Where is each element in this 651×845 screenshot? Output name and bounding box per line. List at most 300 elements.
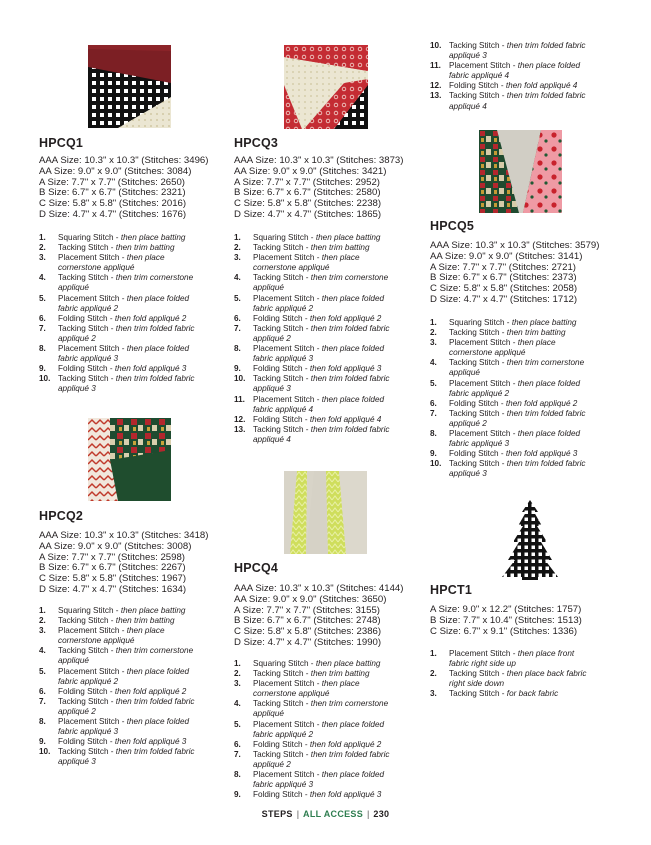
step-instruction: then place batting bbox=[120, 606, 186, 615]
step-item bbox=[430, 429, 586, 449]
step-stitch: Placement Stitch - bbox=[449, 61, 518, 71]
step-number: 8. bbox=[430, 429, 437, 439]
hpcq4-sizes: AAA Size: 10.3" x 10.3" (Stitches: 4144) AA Size: 9.0" x 9.0" (Stitches: 3650) A Size: 7.7" x 7.7" (Stitches: 3155) B Size: 6.7" x 6.7" (Stitches: 2748) C Size: 5.8" x 5.8" (Stitches: 2386) D Size: 4.7" x 4.7" (Stitches: 1990) bbox=[234, 583, 404, 648]
step-number: 7. bbox=[234, 749, 241, 759]
step-stitch: Folding Stitch - bbox=[253, 739, 310, 749]
step-stitch: Placement Stitch - bbox=[58, 717, 127, 727]
step-item bbox=[430, 399, 586, 409]
step-instruction-cont: fabric appliqué 3 bbox=[253, 354, 314, 364]
step-item bbox=[39, 374, 195, 394]
step-instruction-cont: appliqué 2 bbox=[253, 759, 291, 769]
step-number: 10. bbox=[234, 374, 246, 384]
step-instruction: then place bbox=[517, 338, 556, 348]
step-instruction-cont: fabric appliqué 2 bbox=[253, 303, 314, 313]
step-number: 5. bbox=[234, 293, 241, 303]
step-number: 4. bbox=[430, 358, 437, 368]
step-instruction: then trim folded fabric bbox=[115, 696, 195, 706]
step-number: 10. bbox=[430, 459, 442, 469]
step-instruction-cont: appliqué 3 bbox=[58, 757, 96, 767]
step-number: 1. bbox=[39, 606, 46, 615]
step-stitch: Tacking Stitch - bbox=[58, 747, 116, 757]
step-number: 4. bbox=[234, 699, 241, 709]
step-stitch: Tacking Stitch - bbox=[449, 91, 507, 101]
hpct1-thumbnail bbox=[500, 500, 560, 580]
step-stitch: Folding Stitch - bbox=[253, 414, 310, 424]
step-stitch: Placement Stitch - bbox=[449, 429, 518, 439]
step-instruction-cont: fabric appliqué 3 bbox=[58, 354, 119, 364]
step-instruction: then place front bbox=[517, 649, 575, 658]
step-number: 13. bbox=[234, 424, 246, 434]
step-instruction: then place folded bbox=[126, 344, 190, 354]
step-instruction: then fold appliqué 3 bbox=[309, 790, 382, 800]
step-instruction-cont: fabric appliqué 2 bbox=[449, 388, 510, 398]
step-item bbox=[39, 294, 195, 314]
step-instruction: then trim folded fabric bbox=[115, 374, 195, 384]
step-instruction-cont: fabric appliqué 3 bbox=[58, 727, 119, 737]
step-instruction: then trim folded fabric bbox=[310, 749, 390, 759]
step-instruction-cont: fabric appliqué 4 bbox=[253, 404, 314, 414]
step-item bbox=[39, 626, 195, 646]
step-stitch: Placement Stitch - bbox=[58, 626, 127, 636]
step-number: 10. bbox=[430, 41, 442, 50]
step-number: 8. bbox=[234, 770, 241, 780]
step-instruction-cont: appliqué 4 bbox=[253, 434, 291, 444]
step-number: 2. bbox=[234, 243, 241, 253]
step-stitch: Folding Stitch - bbox=[253, 313, 310, 323]
step-instruction-cont: cornerstone appliqué bbox=[253, 263, 330, 273]
step-stitch: Placement Stitch - bbox=[449, 338, 518, 348]
step-item bbox=[430, 61, 586, 81]
step-stitch: Folding Stitch - bbox=[449, 81, 506, 91]
step-item bbox=[234, 425, 390, 445]
hpcq4-steps bbox=[234, 659, 390, 800]
step-instruction: then trim folded fabric bbox=[506, 91, 586, 101]
step-stitch: Tacking Stitch - bbox=[449, 459, 507, 469]
step-instruction: for back fabric bbox=[506, 689, 559, 699]
step-instruction-cont: cornerstone appliqué bbox=[253, 689, 330, 699]
step-item bbox=[234, 679, 390, 699]
step-item bbox=[39, 253, 195, 273]
step-stitch: Tacking Stitch - bbox=[253, 243, 311, 253]
step-instruction: then trim cornerstone bbox=[310, 273, 389, 283]
hpcq1-sizes: AAA Size: 10.3" x 10.3" (Stitches: 3496) AA Size: 9.0" x 9.0" (Stitches: 3084) A Size: 7.7" x 7.7" (Stitches: 2650) B Size: 6.7" x 6.7" (Stitches: 2321) C Size: 5.8" x 5.8" (Stitches: 2016) D Size: 4.7" x 4.7" (Stitches: 1676) bbox=[39, 155, 209, 220]
step-stitch: Tacking Stitch - bbox=[58, 616, 116, 626]
hpcq3-steps bbox=[234, 233, 390, 445]
step-item bbox=[39, 667, 195, 687]
step-stitch: Folding Stitch - bbox=[449, 398, 506, 408]
step-instruction: then fold appliqué 3 bbox=[505, 449, 578, 459]
step-number: 1. bbox=[430, 318, 437, 327]
step-instruction: then place folded bbox=[517, 378, 581, 388]
step-number: 9. bbox=[234, 364, 241, 374]
step-item bbox=[430, 328, 586, 338]
step-stitch: Placement Stitch - bbox=[58, 253, 127, 263]
step-item bbox=[234, 344, 390, 364]
step-instruction: then trim folded fabric bbox=[310, 374, 390, 384]
step-instruction-cont: fabric appliqué 2 bbox=[58, 676, 119, 686]
step-instruction: then trim folded fabric bbox=[506, 41, 586, 50]
step-instruction: then fold appliqué 4 bbox=[309, 414, 382, 424]
step-instruction: then trim batting bbox=[115, 243, 175, 253]
step-stitch: Tacking Stitch - bbox=[58, 243, 116, 253]
step-instruction: then trim batting bbox=[310, 243, 370, 253]
step-stitch: Tacking Stitch - bbox=[58, 696, 116, 706]
step-instruction: then place batting bbox=[511, 318, 577, 327]
hpct1-title: HPCT1 bbox=[430, 583, 472, 597]
step-instruction: then place folded bbox=[517, 429, 581, 439]
step-number: 3. bbox=[430, 338, 437, 348]
step-instruction-cont: fabric appliqué 2 bbox=[58, 303, 119, 313]
step-item bbox=[39, 273, 195, 293]
step-item bbox=[234, 790, 390, 800]
step-instruction: then place folded bbox=[321, 770, 385, 780]
step-instruction: then trim folded fabric bbox=[310, 323, 390, 333]
step-item bbox=[234, 253, 390, 273]
step-instruction: then place folded bbox=[126, 293, 190, 303]
step-instruction-cont: appliqué bbox=[58, 283, 89, 293]
hpcq2-sizes: AAA Size: 10.3" x 10.3" (Stitches: 3418) AA Size: 9.0" x 9.0" (Stitches: 3008) A Size: 7.7" x 7.7" (Stitches: 2598) B Size: 6.7" x 6.7" (Stitches: 2267) C Size: 5.8" x 5.8" (Stitches: 1967) D Size: 4.7" x 4.7" (Stitches: 1634) bbox=[39, 530, 209, 595]
step-instruction-cont: cornerstone appliqué bbox=[58, 636, 135, 646]
step-number: 4. bbox=[39, 273, 46, 283]
step-instruction-cont: appliqué 2 bbox=[58, 706, 96, 716]
step-instruction-cont: appliqué 2 bbox=[449, 418, 487, 428]
step-stitch: Squaring Stitch - bbox=[58, 233, 121, 242]
step-number: 3. bbox=[39, 253, 46, 263]
step-item bbox=[39, 243, 195, 253]
step-number: 3. bbox=[234, 679, 241, 689]
step-instruction: then place folded bbox=[321, 344, 385, 354]
step-number: 1. bbox=[234, 659, 241, 668]
step-item bbox=[430, 669, 586, 689]
step-stitch: Folding Stitch - bbox=[58, 686, 115, 696]
step-item bbox=[39, 324, 195, 344]
step-instruction: then place bbox=[126, 626, 165, 636]
step-instruction: then trim batting bbox=[310, 669, 370, 679]
step-number: 5. bbox=[234, 719, 241, 729]
step-item bbox=[430, 81, 586, 91]
hpcq5-steps bbox=[430, 318, 586, 480]
step-instruction: then place folded bbox=[517, 61, 581, 71]
step-instruction-cont: appliqué 3 bbox=[253, 384, 291, 394]
step-number: 2. bbox=[39, 243, 46, 253]
step-item bbox=[234, 415, 390, 425]
step-stitch: Tacking Stitch - bbox=[253, 424, 311, 434]
step-stitch: Tacking Stitch - bbox=[449, 408, 507, 418]
step-stitch: Placement Stitch - bbox=[253, 679, 322, 689]
step-instruction-cont: right side down bbox=[449, 679, 505, 689]
step-instruction: then trim cornerstone bbox=[115, 646, 194, 656]
step-stitch: Tacking Stitch - bbox=[449, 669, 507, 679]
step-stitch: Squaring Stitch - bbox=[58, 606, 121, 615]
hpcq4-steps-continued bbox=[430, 41, 586, 112]
step-number: 3. bbox=[39, 626, 46, 636]
step-item bbox=[234, 314, 390, 324]
step-instruction: then fold appliqué 2 bbox=[114, 686, 187, 696]
step-instruction-cont: appliqué 3 bbox=[58, 384, 96, 394]
step-stitch: Folding Stitch - bbox=[253, 364, 310, 374]
step-instruction: then place folded bbox=[321, 394, 385, 404]
step-item bbox=[234, 273, 390, 293]
step-stitch: Tacking Stitch - bbox=[253, 669, 311, 679]
step-item bbox=[39, 747, 195, 767]
step-stitch: Placement Stitch - bbox=[253, 253, 322, 263]
step-number: 5. bbox=[39, 666, 46, 676]
hpcq3-thumbnail bbox=[284, 45, 368, 129]
footer-separator: | bbox=[367, 809, 370, 819]
step-instruction: then trim folded fabric bbox=[115, 323, 195, 333]
step-number: 11. bbox=[430, 61, 441, 71]
step-stitch: Squaring Stitch - bbox=[253, 659, 316, 668]
step-number: 9. bbox=[39, 364, 46, 374]
step-number: 7. bbox=[39, 323, 46, 333]
step-item bbox=[430, 409, 586, 429]
step-item bbox=[39, 616, 195, 626]
step-stitch: Folding Stitch - bbox=[253, 790, 310, 800]
step-number: 1. bbox=[430, 649, 437, 658]
step-number: 6. bbox=[39, 686, 46, 696]
step-stitch: Placement Stitch - bbox=[58, 344, 127, 354]
step-stitch: Tacking Stitch - bbox=[253, 273, 311, 283]
step-item bbox=[430, 91, 586, 111]
step-instruction: then fold appliqué 4 bbox=[505, 81, 578, 91]
step-number: 7. bbox=[234, 323, 241, 333]
step-instruction: then trim folded fabric bbox=[115, 747, 195, 757]
step-instruction: then place batting bbox=[315, 659, 381, 668]
step-instruction: then place folded bbox=[321, 293, 385, 303]
step-instruction-cont: fabric right side up bbox=[449, 659, 516, 669]
step-number: 2. bbox=[234, 669, 241, 679]
step-number: 6. bbox=[430, 398, 437, 408]
step-item bbox=[430, 379, 586, 399]
step-instruction-cont: fabric appliqué 3 bbox=[253, 780, 314, 790]
step-number: 5. bbox=[430, 378, 437, 388]
step-instruction-cont: fabric appliqué 3 bbox=[449, 439, 510, 449]
step-instruction: then fold appliqué 2 bbox=[309, 313, 382, 323]
step-item bbox=[234, 294, 390, 314]
step-instruction: then trim folded fabric bbox=[506, 408, 586, 418]
step-number: 8. bbox=[234, 344, 241, 354]
hpcq4-thumbnail bbox=[284, 471, 367, 554]
step-stitch: Squaring Stitch - bbox=[253, 233, 316, 242]
step-item bbox=[234, 720, 390, 740]
step-instruction: then place bbox=[126, 253, 165, 263]
page-number: 230 bbox=[373, 809, 390, 819]
step-item bbox=[39, 697, 195, 717]
step-instruction: then fold appliqué 2 bbox=[309, 739, 382, 749]
step-instruction: then fold appliqué 2 bbox=[505, 398, 578, 408]
step-number: 6. bbox=[234, 313, 241, 323]
step-item bbox=[234, 243, 390, 253]
step-instruction: then place folded bbox=[321, 719, 385, 729]
hpct1-steps bbox=[430, 649, 586, 699]
step-stitch: Tacking Stitch - bbox=[58, 273, 116, 283]
step-number: 7. bbox=[430, 408, 437, 418]
step-number: 8. bbox=[39, 717, 46, 727]
step-stitch: Tacking Stitch - bbox=[449, 358, 507, 368]
step-instruction-cont: appliqué 4 bbox=[449, 101, 487, 111]
step-number: 9. bbox=[39, 737, 46, 747]
step-number: 12. bbox=[430, 81, 442, 91]
step-instruction: then trim batting bbox=[506, 328, 566, 338]
step-stitch: Placement Stitch - bbox=[58, 293, 127, 303]
hpcq5-sizes: AAA Size: 10.3" x 10.3" (Stitches: 3579) AA Size: 9.0" x 9.0" (Stitches: 3141) A Size: 7.7" x 7.7" (Stitches: 2721) B Size: 6.7" x 6.7" (Stitches: 2373) C Size: 5.8" x 5.8" (Stitches: 2058) D Size: 4.7" x 4.7" (Stitches: 1712) bbox=[430, 240, 600, 305]
step-stitch: Tacking Stitch - bbox=[253, 374, 311, 384]
step-stitch: Placement Stitch - bbox=[253, 344, 322, 354]
step-item bbox=[234, 233, 390, 243]
step-item bbox=[430, 459, 586, 479]
step-instruction: then place batting bbox=[120, 233, 186, 242]
step-stitch: Folding Stitch - bbox=[449, 449, 506, 459]
step-instruction-cont: appliqué 3 bbox=[449, 51, 487, 61]
step-item bbox=[430, 358, 586, 378]
step-stitch: Placement Stitch - bbox=[253, 394, 322, 404]
step-item bbox=[234, 659, 390, 669]
step-stitch: Placement Stitch - bbox=[253, 293, 322, 303]
page-footer bbox=[0, 809, 651, 819]
step-item bbox=[39, 687, 195, 697]
step-number: 8. bbox=[39, 344, 46, 354]
step-item bbox=[234, 364, 390, 374]
step-instruction: then fold appliqué 2 bbox=[114, 313, 187, 323]
step-number: 13. bbox=[430, 91, 442, 101]
step-number: 4. bbox=[234, 273, 241, 283]
step-item bbox=[234, 770, 390, 790]
step-number: 1. bbox=[234, 233, 241, 242]
step-instruction-cont: appliqué bbox=[253, 283, 284, 293]
step-number: 10. bbox=[39, 747, 51, 757]
step-stitch: Tacking Stitch - bbox=[58, 646, 116, 656]
step-stitch: Folding Stitch - bbox=[58, 737, 115, 747]
step-item bbox=[234, 750, 390, 770]
step-stitch: Tacking Stitch - bbox=[449, 689, 507, 699]
step-item bbox=[234, 669, 390, 679]
step-number: 4. bbox=[39, 646, 46, 656]
step-stitch: Folding Stitch - bbox=[58, 364, 115, 374]
step-item bbox=[39, 364, 195, 374]
step-stitch: Placement Stitch - bbox=[58, 666, 127, 676]
step-number: 2. bbox=[430, 669, 437, 679]
step-number: 5. bbox=[39, 293, 46, 303]
step-item bbox=[234, 395, 390, 415]
step-stitch: Tacking Stitch - bbox=[58, 323, 116, 333]
step-item bbox=[234, 699, 390, 719]
step-instruction: then trim batting bbox=[115, 616, 175, 626]
step-instruction-cont: fabric appliqué 4 bbox=[449, 71, 510, 81]
step-stitch: Placement Stitch - bbox=[253, 719, 322, 729]
step-item bbox=[234, 324, 390, 344]
step-stitch: Squaring Stitch - bbox=[449, 318, 512, 327]
step-instruction-cont: cornerstone appliqué bbox=[58, 263, 135, 273]
step-instruction: then trim cornerstone bbox=[115, 273, 194, 283]
step-instruction: then place folded bbox=[126, 717, 190, 727]
step-instruction: then fold appliqué 3 bbox=[309, 364, 382, 374]
step-instruction: then place bbox=[321, 679, 360, 689]
hpcq1-title: HPCQ1 bbox=[39, 136, 84, 150]
step-item bbox=[430, 449, 586, 459]
hpcq5-thumbnail bbox=[479, 130, 562, 213]
step-number: 3. bbox=[234, 253, 241, 263]
step-number: 2. bbox=[430, 328, 437, 338]
step-number: 11. bbox=[234, 394, 245, 404]
footer-steps: STEPS bbox=[261, 809, 293, 819]
step-number: 6. bbox=[234, 739, 241, 749]
step-stitch: Tacking Stitch - bbox=[449, 41, 507, 50]
step-instruction: then fold appliqué 3 bbox=[114, 364, 187, 374]
step-stitch: Placement Stitch - bbox=[449, 649, 518, 658]
step-number: 3. bbox=[430, 689, 437, 699]
step-stitch: Tacking Stitch - bbox=[253, 323, 311, 333]
step-instruction: then trim cornerstone bbox=[506, 358, 585, 368]
step-instruction: then trim cornerstone bbox=[310, 699, 389, 709]
step-instruction-cont: appliqué bbox=[58, 656, 89, 666]
hpcq2-thumbnail bbox=[88, 418, 171, 501]
step-item bbox=[430, 41, 586, 61]
step-instruction-cont: appliqué 2 bbox=[58, 333, 96, 343]
hpcq1-thumbnail bbox=[88, 45, 171, 128]
step-instruction-cont: fabric appliqué 2 bbox=[253, 729, 314, 739]
step-stitch: Placement Stitch - bbox=[449, 378, 518, 388]
step-instruction-cont: appliqué 3 bbox=[449, 469, 487, 479]
hpcq4-title: HPCQ4 bbox=[234, 561, 279, 575]
step-number: 10. bbox=[39, 374, 51, 384]
step-instruction: then place bbox=[321, 253, 360, 263]
step-instruction: then place folded bbox=[126, 666, 190, 676]
step-item bbox=[39, 646, 195, 666]
step-number: 6. bbox=[39, 313, 46, 323]
step-stitch: Tacking Stitch - bbox=[58, 374, 116, 384]
step-number: 9. bbox=[234, 790, 241, 800]
step-stitch: Tacking Stitch - bbox=[253, 749, 311, 759]
hpcq1-steps bbox=[39, 233, 195, 395]
step-instruction: then fold appliqué 3 bbox=[114, 737, 187, 747]
step-item bbox=[430, 689, 586, 699]
step-item bbox=[39, 717, 195, 737]
step-instruction: then place back fabric bbox=[506, 669, 587, 679]
step-instruction-cont: appliqué bbox=[253, 709, 284, 719]
step-number: 2. bbox=[39, 616, 46, 626]
step-item bbox=[430, 338, 586, 358]
hpcq2-steps bbox=[39, 606, 195, 768]
step-instruction-cont: appliqué 2 bbox=[253, 333, 291, 343]
hpcq5-title: HPCQ5 bbox=[430, 219, 475, 233]
step-instruction: then trim folded fabric bbox=[310, 424, 390, 434]
hpct1-sizes: A Size: 9.0" x 12.2" (Stitches: 1757) B Size: 7.7" x 10.4" (Stitches: 1513) C Size: 6.7" x 9.1" (Stitches: 1336) bbox=[430, 604, 582, 637]
step-stitch: Placement Stitch - bbox=[253, 770, 322, 780]
step-item bbox=[39, 606, 195, 616]
footer-separator: | bbox=[296, 809, 300, 819]
step-instruction: then trim folded fabric bbox=[506, 459, 586, 469]
step-stitch: Tacking Stitch - bbox=[449, 328, 507, 338]
step-stitch: Tacking Stitch - bbox=[253, 699, 311, 709]
step-item bbox=[430, 649, 586, 669]
step-number: 1. bbox=[39, 233, 46, 242]
step-item bbox=[234, 740, 390, 750]
hpcq2-title: HPCQ2 bbox=[39, 509, 84, 523]
step-instruction-cont: appliqué bbox=[449, 368, 480, 378]
footer-brand: ALL ACCESS bbox=[303, 809, 364, 819]
hpcq3-title: HPCQ3 bbox=[234, 136, 279, 150]
step-stitch: Folding Stitch - bbox=[58, 313, 115, 323]
step-item bbox=[234, 374, 390, 394]
step-number: 9. bbox=[430, 449, 437, 459]
step-instruction-cont: cornerstone appliqué bbox=[449, 348, 526, 358]
step-item bbox=[39, 737, 195, 747]
step-instruction: then place batting bbox=[315, 233, 381, 242]
hpcq3-sizes: AAA Size: 10.3" x 10.3" (Stitches: 3873) AA Size: 9.0" x 9.0" (Stitches: 3421) A Size: 7.7" x 7.7" (Stitches: 2952) B Size: 6.7" x 6.7" (Stitches: 2580) C Size: 5.8" x 5.8" (Stitches: 2238) D Size: 4.7" x 4.7" (Stitches: 1865) bbox=[234, 155, 404, 220]
step-item bbox=[39, 314, 195, 324]
step-item bbox=[39, 233, 195, 243]
step-item bbox=[430, 318, 586, 328]
